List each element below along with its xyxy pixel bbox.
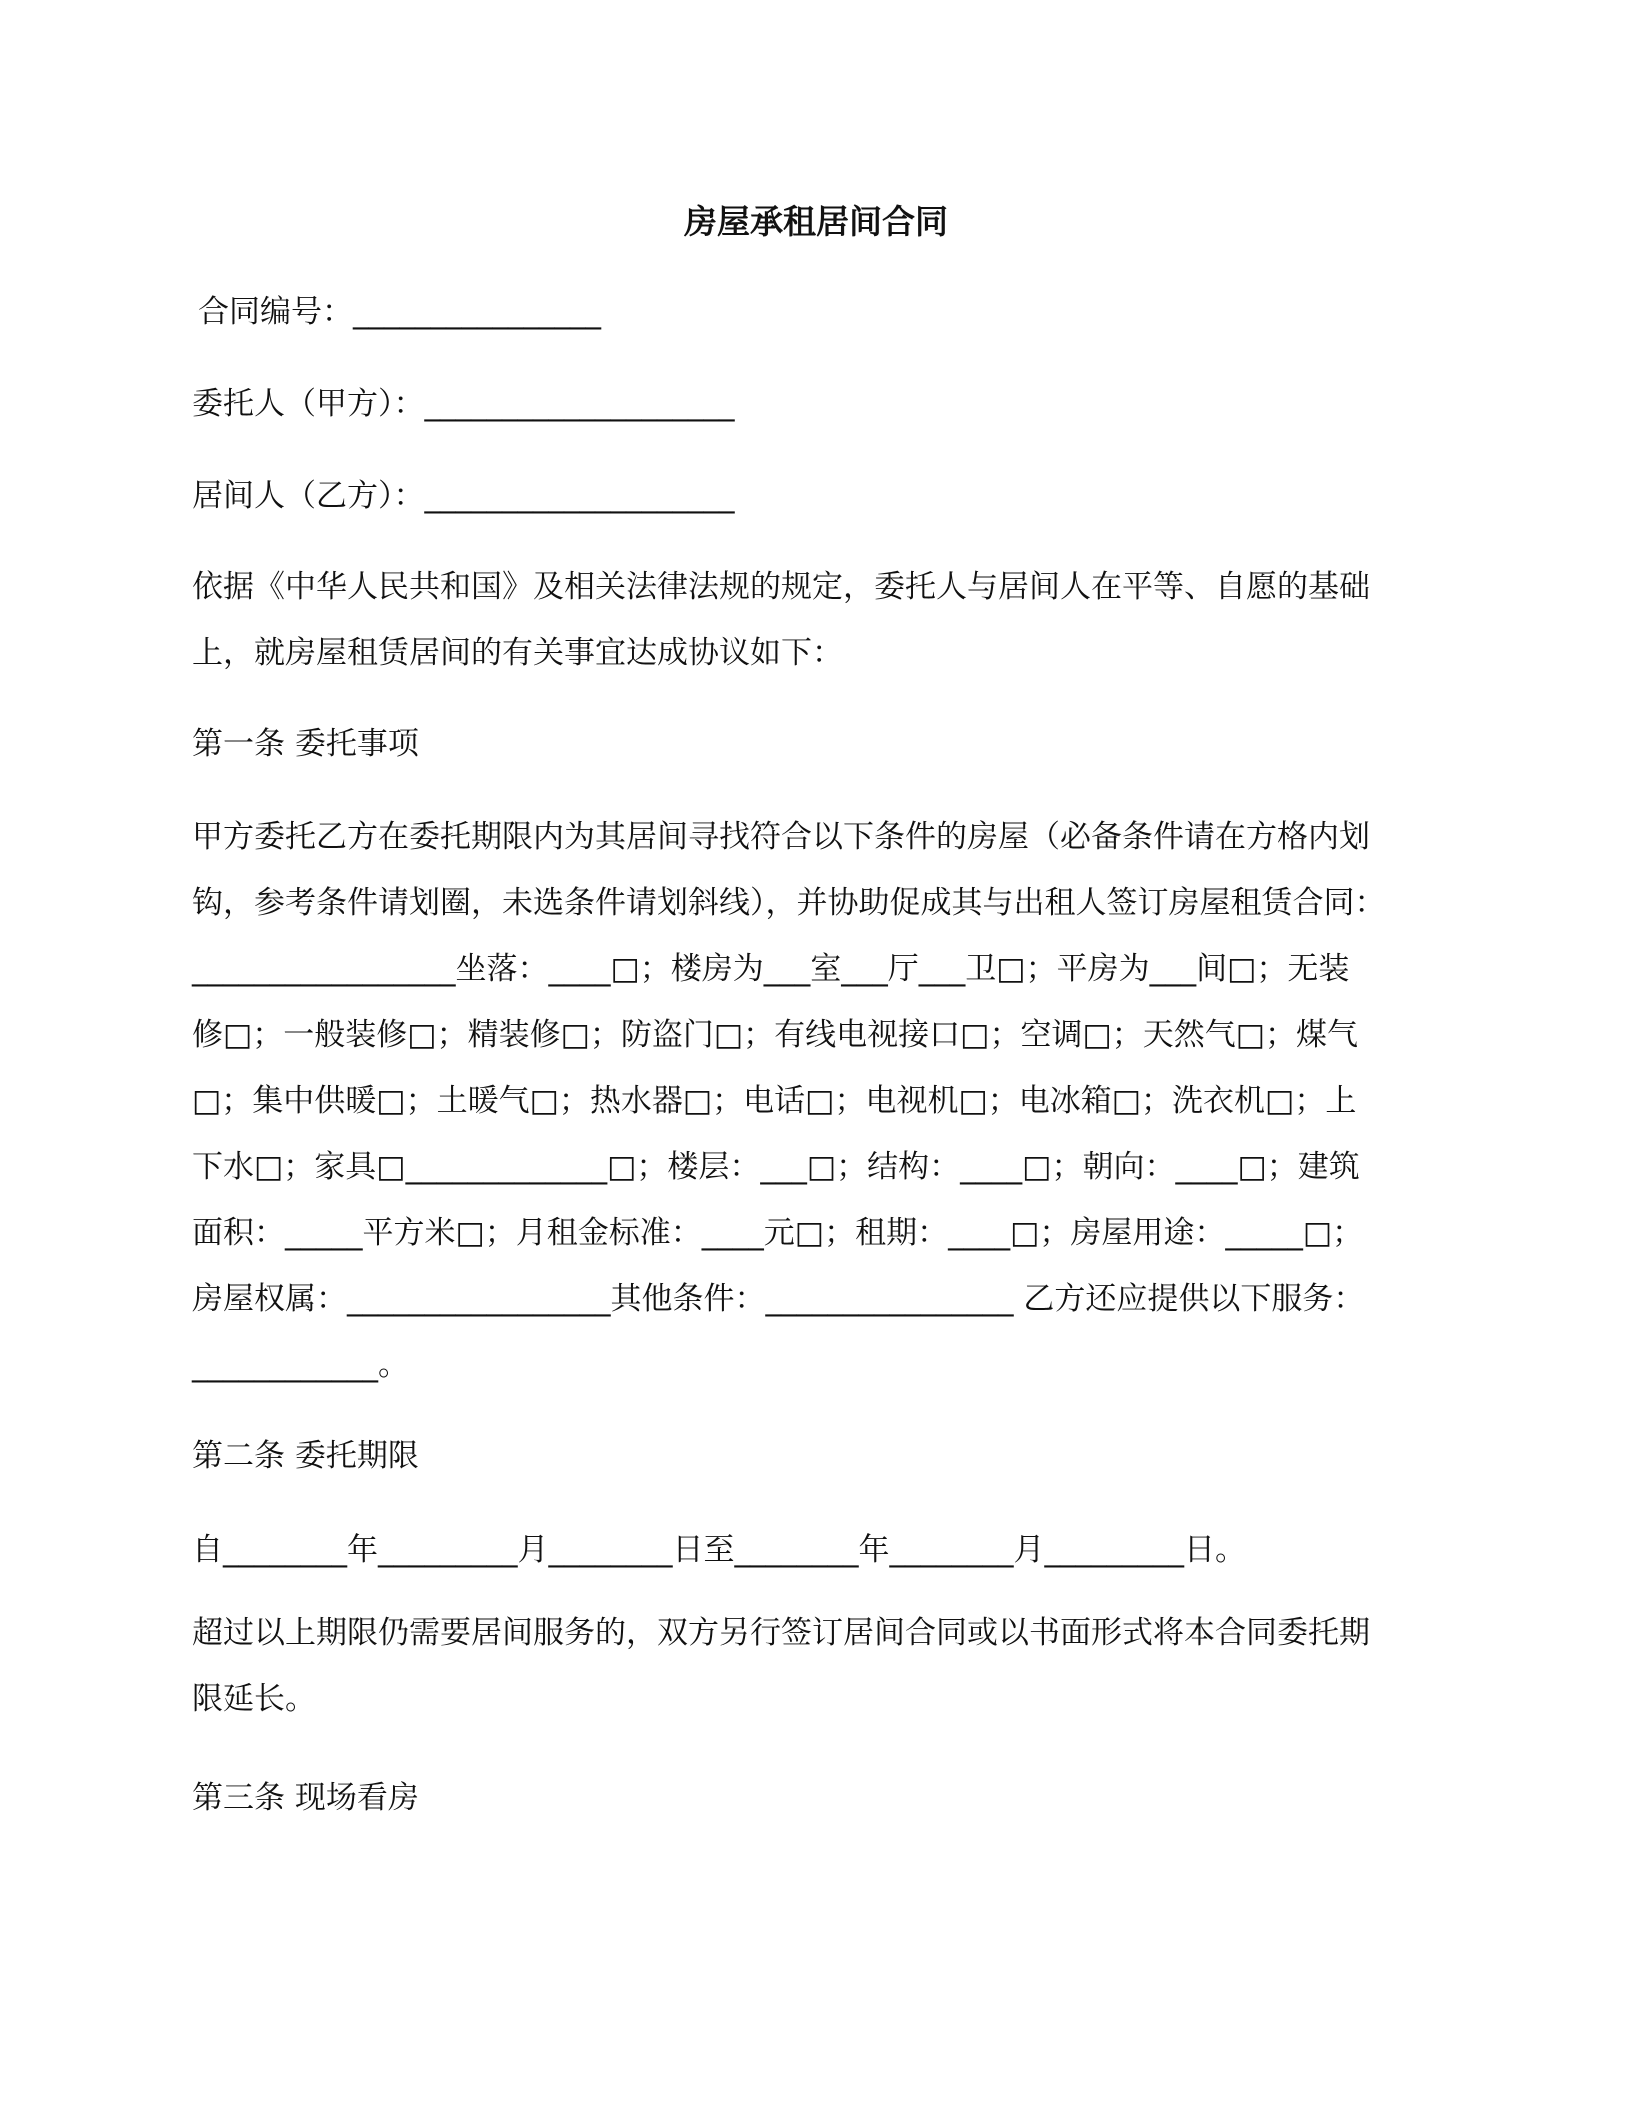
- article-2-period: 自________年_________月________日至________年________月_________日。: [192, 1532, 1246, 1568]
- article-1-line: _________________坐落：____□；楼房为___室___厅___卫□；平房为___间□；无装: [192, 951, 1350, 987]
- article-1-heading: 第一条 委托事项: [192, 726, 419, 762]
- intro-paragraph: [192, 554, 1452, 686]
- article-1-line: 房屋权属：_________________其他条件：________________ 乙方还应提供以下服务：: [192, 1281, 1365, 1317]
- principal-party-field: 委托人（甲方）：____________________: [192, 386, 735, 422]
- article-3-heading: 第三条 现场看房: [192, 1780, 419, 1816]
- article-1-line: 面积：_____平方米□；月租金标准：____元□；租期：____□；房屋用途：_____□；: [192, 1215, 1364, 1251]
- article-2-heading: 第二条 委托期限: [192, 1438, 419, 1474]
- article-1-line: 修□；一般装修□；精装修□；防盗门□；有线电视接口□；空调□；天然气□；煤气: [192, 1017, 1359, 1053]
- article-2-extension: [192, 1600, 1452, 1732]
- article-1-line: 甲方委托乙方在委托期限内为其居间寻找符合以下条件的房屋（必备条件请在方格内划: [192, 819, 1370, 855]
- intro-line: 依据《中华人民共和国》及相关法律法规的规定，委托人与居间人在平等、自愿的基础: [192, 569, 1370, 605]
- intro-line: 上，就房屋租赁居间的有关事宜达成协议如下：: [192, 635, 843, 671]
- article-1-line: 下水□；家具□_____________□；楼层：___□；结构：____□；朝向：____□；建筑: [192, 1149, 1360, 1185]
- article-1-line: □；集中供暖□；土暖气□；热水器□；电话□；电视机□；电冰箱□；洗衣机□；上: [192, 1083, 1357, 1119]
- broker-party-field: 居间人（乙方）：____________________: [192, 478, 735, 514]
- article-1-body: [192, 804, 1452, 1398]
- article-2-line: 超过以上期限仍需要居间服务的，双方另行签订居间合同或以书面形式将本合同委托期: [192, 1615, 1370, 1651]
- page-title: 房屋承租居间合同: [684, 202, 948, 241]
- contract-number-field: 合同编号：________________: [198, 294, 601, 330]
- article-1-line: 钩，参考条件请划圈，未选条件请划斜线），并协助促成其与出租人签订房屋租赁合同：: [192, 885, 1386, 921]
- article-1-line: ____________。: [192, 1347, 409, 1383]
- article-2-line: 限延长。: [192, 1681, 316, 1717]
